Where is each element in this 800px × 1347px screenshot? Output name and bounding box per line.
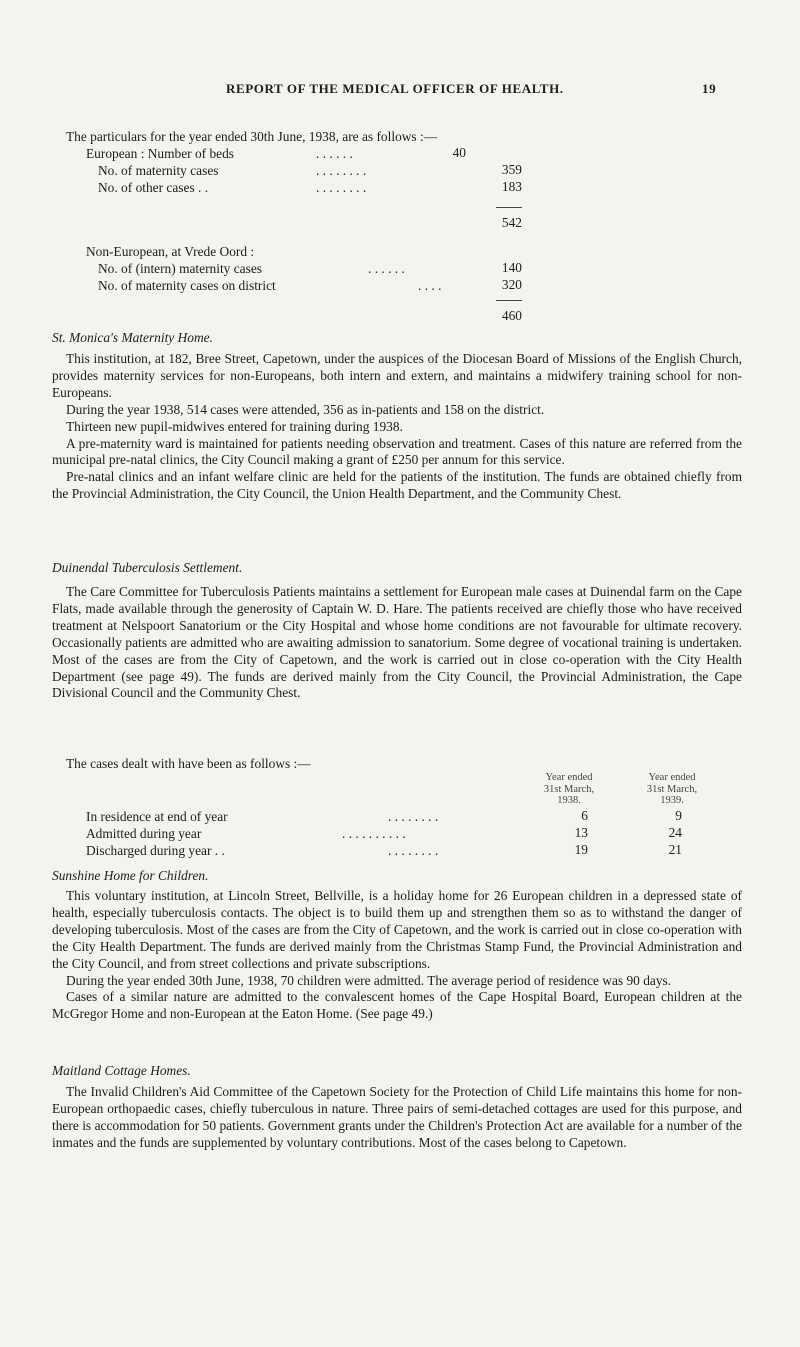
non-european-heading: Non-European, at Vrede Oord : — [86, 244, 255, 259]
european-total: 542 — [501, 215, 522, 230]
non-european-intern-label: No. of (intern) maternity cases — [98, 261, 262, 276]
intro-line: The particulars for the year ended 30th June, 1938, are as follows :— — [66, 129, 438, 144]
st-monicas-body — [52, 351, 742, 503]
cases-intro: The cases dealt with have been as follows :— — [66, 756, 311, 771]
column-header-line: 31st March, — [543, 783, 595, 795]
european-other-label: No. of other cases . . — [98, 180, 209, 195]
paragraph: During the year ended 30th June, 1938, 70 children were admitted. The average period of residence was 90 days. — [66, 972, 672, 988]
section-heading-sunshine: Sunshine Home for Children. — [52, 868, 209, 883]
value-1938: 13 — [574, 825, 588, 840]
paragraph: Pre-natal clinics and an infant welfare clinic are held for the patients of the institution. The funds are obtained chiefly from the Provincial Administration, the City Council, the Union Health Department, and the Community Chest. — [52, 469, 742, 502]
leader-dots: . . . . . . . . — [388, 809, 439, 824]
row-label: Discharged during year . . — [86, 843, 225, 858]
running-title: REPORT OF THE MEDICAL OFFICER OF HEALTH. — [226, 81, 564, 96]
paragraph: During the year 1938, 514 cases were attended, 356 as in-patients and 158 on the district. — [66, 401, 545, 417]
value-1938: 6 — [581, 808, 588, 823]
value-1938: 19 — [574, 842, 588, 857]
column-header-line: 1939. — [660, 795, 684, 806]
european-beds-label: European : Number of beds — [86, 146, 234, 161]
leader-dots: . . . . . . . . — [316, 180, 367, 195]
paragraph: A pre-maternity ward is maintained for patients needing observation and treatment. Cases of this nature are referred from the municipal pre-natal clinics, the City Council making a grant of £250 per annum for this service. — [52, 435, 742, 468]
column-header-line: 1938. — [557, 795, 581, 806]
section-heading-maitland: Maitland Cottage Homes. — [52, 1063, 191, 1078]
european-other-value: 183 — [501, 179, 522, 194]
non-european-district-label: No. of maternity cases on district — [98, 278, 276, 293]
european-beds-value: 40 — [452, 145, 466, 160]
leader-dots: . . . . . . . . — [388, 843, 439, 858]
section-heading-st-monicas: St. Monica's Maternity Home. — [52, 330, 213, 345]
leader-dots: . . . . . . — [316, 146, 353, 161]
row-label: In residence at end of year — [86, 809, 228, 824]
sunshine-body — [52, 888, 742, 1023]
leader-dots: . . . . — [418, 278, 442, 293]
value-1939: 9 — [675, 808, 682, 823]
european-maternity-label: No. of maternity cases — [98, 163, 219, 178]
column-header-1938 — [524, 772, 614, 807]
paragraph: The Invalid Children's Aid Committee of the Capetown Society for the Protection of Child Life maintains this home for non-European orthopaedic cases, chiefly tuberculous in nature. Three pairs of semi-detached cottages are used for this purpose, and there is accommodation for 50 patients. Government grants under the Children's Protection Act are available for a number of the inmates and the funds are supplemented by voluntary contributions. Most of the cases belong to Capetown. — [52, 1084, 742, 1150]
row-label: Admitted during year — [86, 826, 202, 841]
leader-dots: . . . . . . . . — [316, 163, 367, 178]
value-1939: 24 — [668, 825, 682, 840]
non-european-total: 460 — [501, 308, 522, 323]
section-heading-duinendal: Duinendal Tuberculosis Settlement. — [52, 560, 243, 575]
maitland-body — [52, 1084, 742, 1152]
paragraph: This institution, at 182, Bree Street, Capetown, under the auspices of the Diocesan Board of Missions of the English Church, provides maternity services for non-Europeans, both intern and extern, and maintains a midwifery training school for non-Europeans. — [52, 351, 742, 400]
paragraph: Cases of a similar nature are admitted to the convalescent homes of the Cape Hospital Board, European children at the McGregor Home and non-European at the Eaton Home. (See page 49.) — [52, 989, 742, 1022]
value-1939: 21 — [668, 842, 682, 857]
paragraph: This voluntary institution, at Lincoln Street, Bellville, is a holiday home for 26 European children in a depressed state of health, especially tuberculosis contacts. The object is to build them up and strengthen them so as to withstand the danger of developing tuberculosis. Most of the cases are from the City of Capetown, and the work is carried out in close co-operation with the City Health Department. The funds are derived mainly from the Christmas Stamp Fund, the Provincial Administration and the City Council, and from street collections and private subscriptions. — [52, 888, 742, 971]
european-maternity-value: 359 — [501, 162, 522, 177]
page-number: 19 — [702, 81, 717, 96]
leader-dots: . . . . . . — [368, 261, 405, 276]
column-header-line: Year ended — [648, 772, 696, 783]
paragraph: The Care Committee for Tuberculosis Patients maintains a settlement for European male cases at Duinendal farm on the Cape Flats, made available through the generosity of Captain W. D. Hare. The patients received are chiefly those who have received treatment at Nelspoort Sanatorium or the City Hospital and whose home conditions are not favourable for ultimate recovery. Occasionally patients are admitted who are awaiting admission to sanatorium. Some degree of vocational training is undertaken. Most of the cases are from the City of Capetown, and the work is carried out in close co-operation with the City Health Department (see page 49). The funds are derived mainly from the City Council, the Provincial Administration, the Cape Divisional Council and the Community Chest. — [52, 584, 742, 701]
column-header-line: 31st March, — [646, 783, 698, 795]
paragraph: Thirteen new pupil-midwives entered for training during 1938. — [66, 418, 403, 434]
column-header-1939 — [627, 772, 717, 807]
leader-dots: . . . . . . . . . . — [342, 826, 406, 841]
duinendal-body — [52, 584, 742, 702]
sum-rule — [496, 207, 522, 208]
sum-rule — [496, 300, 522, 301]
column-header-line: Year ended — [545, 772, 593, 783]
non-european-district-value: 320 — [501, 277, 522, 292]
non-european-intern-value: 140 — [501, 260, 522, 275]
